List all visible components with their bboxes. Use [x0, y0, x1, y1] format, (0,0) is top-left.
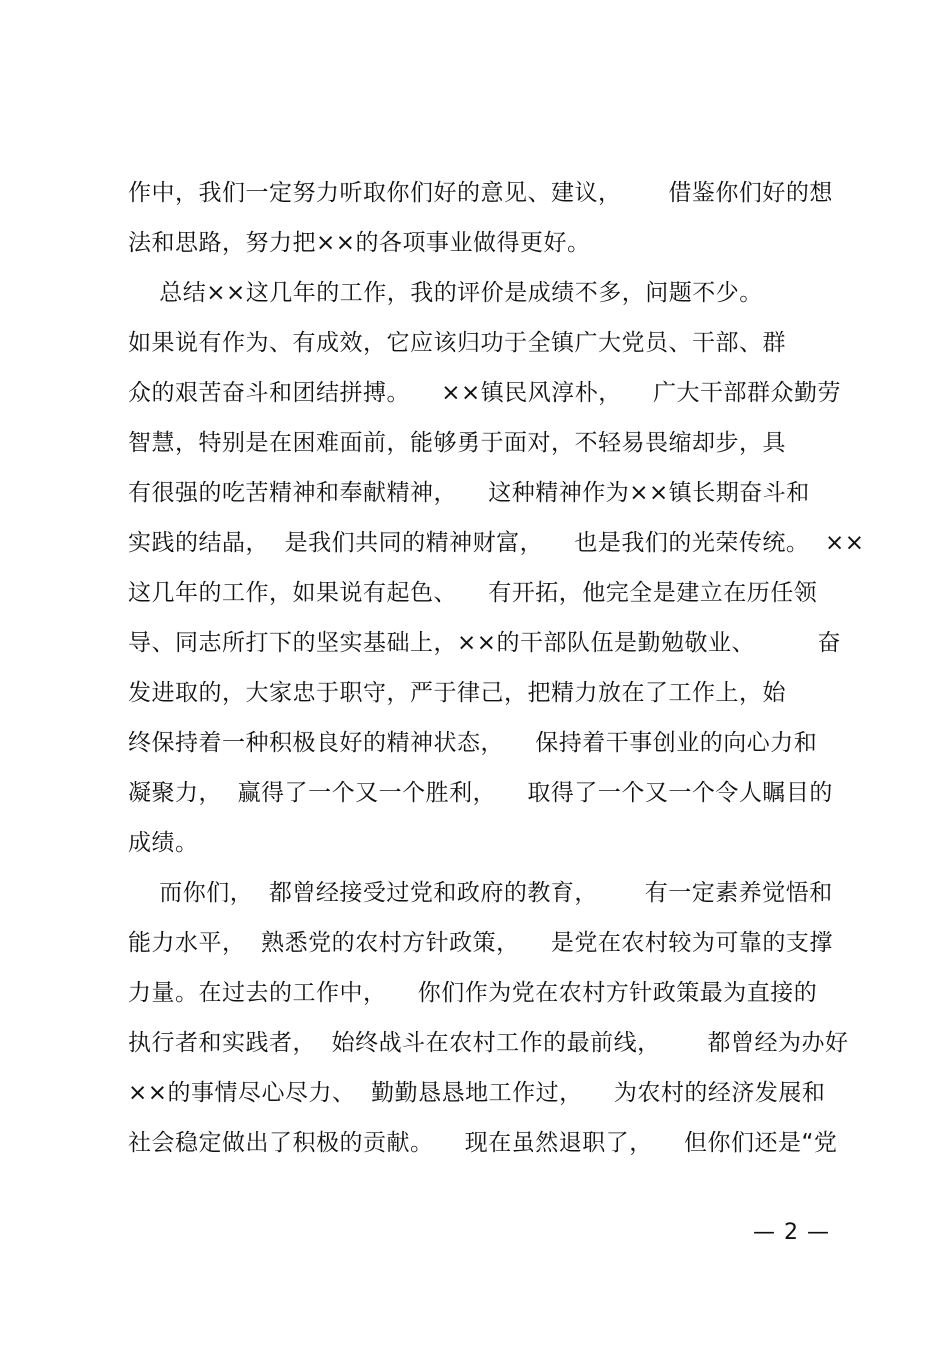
text-line: 凝聚力， 赢得了一个又一个胜利， 取得了一个又一个令人瞩目的	[128, 780, 833, 806]
text-line: 智慧，特别是在困难面前，能够勇于面对，不轻易畏缩却步，具	[128, 430, 786, 456]
text-line: 发进取的，大家忠于职守，严于律己，把精力放在了工作上，始	[128, 680, 786, 706]
text-line: 有很强的吃苦精神和奉献精神， 这种精神作为××镇长期奋斗和	[128, 480, 810, 506]
text-line: 作中，我们一定努力听取你们好的意见、建议， 借鉴你们好的想	[128, 180, 833, 206]
text-line: 社会稳定做出了积极的贡献。 现在虽然退职了， 但你们还是“党	[128, 1130, 838, 1156]
text-line: 实践的结晶， 是我们共同的精神财富， 也是我们的光荣传统。 ××	[128, 530, 865, 556]
text-line: 力量。在过去的工作中， 你们作为党在农村方针政策最为直接的	[128, 980, 818, 1006]
text-line: 而你们， 都曾经接受过党和政府的教育， 有一定素养觉悟和	[128, 880, 833, 906]
text-line: 执行者和实践者， 始终战斗在农村工作的最前线， 都曾经为办好	[128, 1030, 849, 1056]
text-line: 成绩。	[128, 830, 199, 856]
text-line: 终保持着一种积极良好的精神状态， 保持着干事创业的向心力和	[128, 730, 818, 756]
text-line: 能力水平， 熟悉党的农村方针政策， 是党在农村较为可靠的支撑	[128, 930, 833, 956]
text-line: 如果说有作为、有成效，它应该归功于全镇广大党员、干部、群	[128, 330, 786, 356]
text-line: 众的艰苦奋斗和团结拼搏。 ××镇民风淳朴， 广大干部群众勤劳	[128, 380, 842, 406]
page-number: — 2 —	[753, 1220, 830, 1245]
text-line: ××的事情尽心尽力、 勤勤恳恳地工作过， 为农村的经济发展和	[128, 1080, 826, 1106]
text-line: 导、同志所打下的坚实基础上，××的干部队伍是勤勉敬业、 奋	[128, 630, 842, 656]
text-line: 这几年的工作，如果说有起色、 有开拓，他完全是建立在历任领	[128, 580, 818, 606]
text-line: 总结××这几年的工作，我的评价是成绩不多，问题不少。	[128, 280, 763, 306]
text-line: 法和思路，努力把××的各项事业做得更好。	[128, 230, 591, 256]
